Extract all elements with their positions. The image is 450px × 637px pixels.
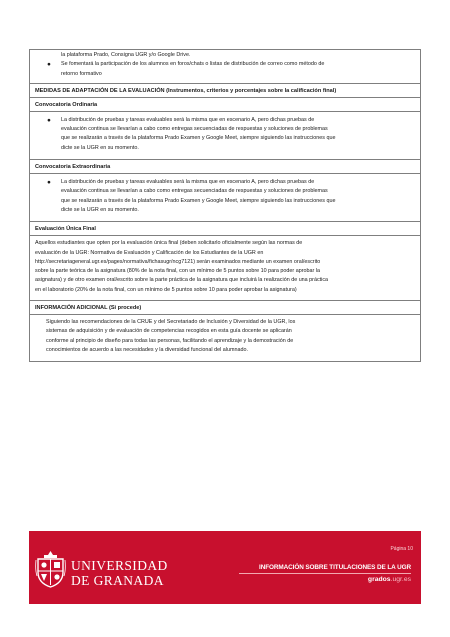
section-ordinaria bbox=[29, 112, 421, 160]
section-unica-title bbox=[29, 222, 421, 236]
section-header: Convocatoria Extraordinaria bbox=[35, 164, 111, 171]
guide-content bbox=[29, 49, 421, 362]
section-ordinaria-title bbox=[29, 98, 421, 112]
text-line: que se realizarán a través de la plataforma Prado Examen y Google Meet, siempre siguiendo las instrucciones que bbox=[61, 197, 336, 204]
footer-divider bbox=[239, 573, 411, 574]
grados-bold: grados bbox=[367, 576, 391, 583]
section-unica bbox=[29, 236, 421, 301]
text-line: sistemas de adquisición y de evaluación de competencias recogidos en esta guía docente se aplicarán bbox=[46, 328, 292, 335]
titulaciones-title: INFORMACIÓN SOBRE TITULACIONES DE LA UGR bbox=[259, 564, 411, 571]
text-line: que se realizarán a través de la plataforma Prado Examen y Google Meet, siempre siguiendo las instrucciones que bbox=[61, 135, 336, 142]
text-line: La distribución de pruebas y tareas evaluables será la misma que en escenario A, pero dichas pruebas de bbox=[61, 179, 315, 186]
bullet-icon: ● bbox=[47, 61, 51, 69]
bullet-item bbox=[36, 116, 414, 125]
university-line-2: DE GRANADA bbox=[71, 573, 164, 588]
text-line: dicte se la UGR en su momento. bbox=[61, 144, 139, 151]
section-header: INFORMACIÓN ADICIONAL (Si procede) bbox=[35, 305, 142, 312]
text-line: evaluación continua se llevarían a cabo como entregas secuenciadas de respuestas y soluciones de problemas bbox=[61, 188, 328, 195]
section-header: MEDIDAS DE ADAPTACIÓN DE LA EVALUACIÓN (Instrumentos, criterios y porcentajes sobre la calificación final) bbox=[35, 87, 337, 94]
text-line: Se fomentará la participación de los alumnos en foros/chats o listas de distribución de correo como método de bbox=[61, 61, 325, 68]
section-header: Convocatoria Ordinaria bbox=[35, 101, 98, 108]
text-line: conforme al principio de diseño para todas las personas, facilitando el aprendizaje y la demostración de bbox=[46, 337, 294, 344]
page-number: Página 10 bbox=[390, 546, 413, 552]
section-extraordinaria-title bbox=[29, 160, 421, 174]
section-info-title bbox=[29, 301, 421, 315]
section-medidas bbox=[29, 84, 421, 98]
grados-domain: .ugr.es bbox=[390, 576, 411, 583]
text-line: Aquellos estudiantes que opten por la evaluación única final (deben solicitarlo oficialmente según las normas de bbox=[35, 240, 303, 247]
text-line: conocimientos de acuerdo a las necesidades y la diversidad funcional del alumnado. bbox=[46, 346, 248, 353]
bullet-item bbox=[36, 178, 414, 187]
text-line: Siguiendo las recomendaciones de la CRUE y del Secretariado de Inclusión y Diversidad de la UGR, los bbox=[46, 319, 296, 326]
text-line: http://secretariageneral.ugr.es/pages/normativa/fichasugr/ncg7121) serán examinados mediante un examen oral/escrito bbox=[35, 258, 321, 265]
text-line: dicte se la UGR en su momento. bbox=[61, 206, 139, 213]
text-line: evaluación de la UGR: Normativa de Evaluación y Calificación de los Estudiantes de la UGR en bbox=[35, 249, 264, 256]
section-header: Evaluación Única Final bbox=[35, 226, 96, 233]
bullet-icon: ● bbox=[47, 179, 51, 187]
bullet-icon: ● bbox=[47, 116, 51, 124]
text-line: retorno formativo bbox=[61, 70, 102, 77]
section-info bbox=[29, 315, 421, 362]
text-line: evaluación continua se llevarían a cabo como entregas secuenciadas de respuestas y soluciones de problemas bbox=[61, 126, 328, 133]
bullet-item bbox=[36, 60, 414, 69]
text-line: asignatura) y de otro examen oral/escrito sobre la parte práctica de la asignatura que incluirá la realización de una práctica bbox=[35, 277, 329, 284]
text-line: la plataforma Prado, Consigna UGR y/o Google Drive. bbox=[61, 52, 191, 58]
university-name bbox=[71, 558, 168, 588]
methodology-continuation bbox=[29, 49, 421, 84]
text-line: en el laboratorio (20% de la nota final, con un mínimo de 5 puntos sobre 10 para poder aprobar la asignatura) bbox=[35, 286, 297, 293]
university-crest-icon bbox=[35, 550, 66, 588]
text-line: La distribución de pruebas y tareas evaluables será la misma que en escenario A, pero dichas pruebas de bbox=[61, 116, 315, 123]
section-extraordinaria bbox=[29, 174, 421, 222]
university-line-1: UNIVERSIDAD bbox=[71, 558, 168, 573]
grados-link[interactable] bbox=[368, 576, 411, 583]
page-footer bbox=[29, 531, 421, 604]
text-line: sobre la parte teórica de la asignatura (80% de la nota final, con un mínimo de 5 puntos sobre 10 para poder aprobar la bbox=[35, 268, 320, 275]
